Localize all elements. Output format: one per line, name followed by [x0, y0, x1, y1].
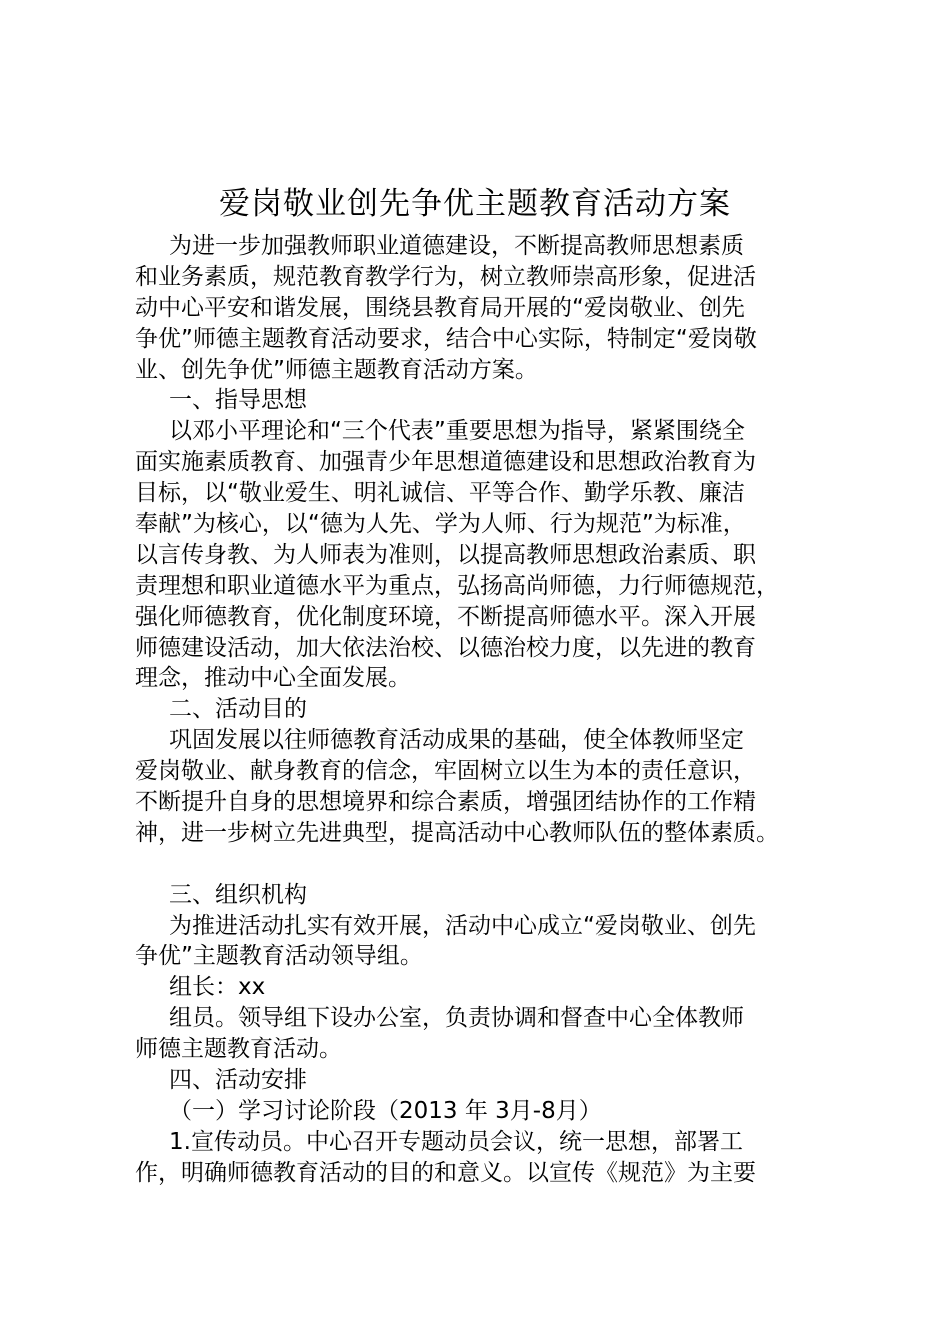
stage1-heading: （一）学习讨论阶段（2013 年 3月-8月） — [169, 1097, 602, 1124]
members-line: 组员。领导组下设办公室，负责协调和督查中心全体教师 — [169, 1005, 744, 1032]
document-title: 爱岗敬业创先争优主题教育活动方案 — [219, 186, 731, 222]
intro-line: 业、创先争优”师德主题教育活动方案。 — [135, 356, 538, 383]
section-heading-activity-purpose: 二、活动目的 — [169, 696, 307, 723]
section1-line: 面实施素质教育、加强青少年思想道德建设和思想政治教育为 — [135, 449, 756, 476]
section1-line: 以邓小平理论和“三个代表”重要思想为指导，紧紧围绕全 — [169, 418, 745, 445]
section3-line: 争优”主题教育活动领导组。 — [135, 943, 423, 970]
leader-line: 组长：xx — [169, 974, 266, 1001]
item1-line: 作，明确师德教育活动的目的和意义。以宣传《规范》为主要 — [135, 1159, 756, 1186]
section2-line: 不断提升自身的思想境界和综合素质，增强团结协作的工作精 — [135, 789, 756, 816]
section1-line: 强化师德教育，优化制度环境，不断提高师德水平。深入开展 — [135, 603, 756, 630]
section2-line: 巩固发展以往师德教育活动成果的基础，使全体教师坚定 — [169, 727, 744, 754]
intro-line: 和业务素质，规范教育教学行为，树立教师崇高形象，促进活 — [135, 263, 756, 290]
section-heading-guiding-ideology: 一、指导思想 — [169, 387, 307, 414]
document-body — [135, 231, 855, 1189]
section1-line: 以言传身教、为人师表为准则，以提高教师思想政治素质、职 — [135, 541, 756, 568]
section2-line: 神，进一步树立先进典型，提高活动中心教师队伍的整体素质。 — [135, 819, 779, 846]
section3-line: 为推进活动扎实有效开展，活动中心成立“爱岗敬业、创先 — [169, 912, 756, 939]
section2-line: 爱岗敬业、献身教育的信念，牢固树立以生为本的责任意识， — [135, 758, 756, 785]
members-line: 师德主题教育活动。 — [135, 1036, 342, 1063]
section1-line: 责理想和职业道德水平为重点，弘扬高尚师德，力行师德规范， — [135, 572, 779, 599]
intro-line: 动中心平安和谐发展，围绕县教育局开展的“爱岗敬业、创先 — [135, 294, 745, 321]
item1-line: 1.宣传动员。中心召开专题动员会议，统一思想，部署工 — [169, 1128, 743, 1155]
section1-line: 奉献”为核心，以“德为人先、学为人师、行为规范”为标准， — [135, 511, 746, 538]
blank-line — [135, 849, 855, 880]
section1-line: 目标，以“敬业爱生、明礼诚信、平等合作、勤学乐教、廉洁 — [135, 480, 745, 507]
section1-line: 理念，推动中心全面发展。 — [135, 665, 411, 692]
intro-line: 争优”师德主题教育活动要求，结合中心实际，特制定“爱岗敬 — [135, 325, 757, 352]
section1-line: 师德建设活动，加大依法治校、以德治校力度，以先进的教育 — [135, 634, 756, 661]
section-heading-organization: 三、组织机构 — [169, 881, 307, 908]
intro-line: 为进一步加强教师职业道德建设，不断提高教师思想素质 — [169, 233, 744, 259]
section-heading-activity-arrangement: 四、活动安排 — [169, 1067, 307, 1094]
